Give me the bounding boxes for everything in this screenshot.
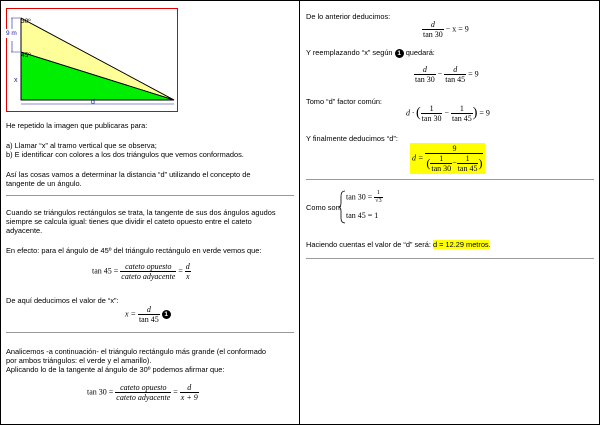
right-paragraph-1: De lo anterior deducimos:: [306, 12, 391, 21]
left-paragraph-1: He repetido la imagen que publicaras para:: [6, 121, 148, 130]
left-paragraph-5: En efecto: para el ángulo de 45º del triángulo rectángulo en verde vemos que:: [6, 246, 262, 255]
left-paragraph-7b: por ambos triángulos: el verde y el amarillo).: [6, 356, 152, 365]
system-line-2: tan 45 = 1: [346, 211, 379, 220]
left-separator-2: [6, 332, 294, 333]
system-brace: [338, 190, 346, 224]
left-paragraph-4c: adyacente.: [6, 226, 43, 235]
left-paragraph-3b: tangente de un ángulo.: [6, 179, 82, 188]
right-paragraph-3: Tomo “d” factor común:: [306, 97, 382, 106]
reference-badge-1b: 1: [395, 49, 404, 58]
left-paragraph-4a: Cuando se triángulos rectángulos se trata, la tangente de sus dos ángulos agudos: [6, 208, 276, 217]
d-label: d: [91, 99, 95, 106]
equation-r3: d · ( $\frac{1}{\tan 30}$ − $\frac{1}{\tan 45}$ ) = 9: [406, 104, 490, 123]
left-paragraph-4b: siempre se calcula igual: tienes que dividir el cateto opuesto entre el cateto: [6, 217, 252, 226]
right-paragraph-2: Y reemplazando “x” según 1 quedará:: [306, 48, 435, 57]
left-paragraph-6: De aquí deducimos el valor de “x”:: [6, 296, 119, 305]
equation-x: x = $\frac{d}{\tan 45}$ 1: [125, 305, 171, 324]
left-separator-1: [6, 195, 294, 196]
right-separator-2: [306, 258, 594, 259]
equation-r1: $\frac{d}{\tan 30}$ − x = 9: [423, 20, 469, 39]
system-line-1: tan 30 = $\frac{1}{√3}$: [346, 190, 382, 204]
left-paragraph-7c: Aplicando lo de la tangente al ángulo de 30º podemos afirmar que:: [6, 365, 225, 374]
final-result-highlight: d = 12.29 metros: [432, 240, 489, 249]
angle-30-label: 30º: [21, 18, 31, 25]
nine-m-label: 9 m: [6, 30, 17, 37]
left-paragraph-2a: a) Llamar “x” al tramo vertical que se observa;: [6, 141, 157, 150]
reference-badge-1: 1: [162, 310, 171, 319]
angle-45-label: 45º: [21, 52, 31, 59]
equation-r2: $\frac{d}{\tan 30}$ − $\frac{d}{\tan 45}$ = 9: [415, 65, 479, 84]
triangle-figure: [6, 8, 178, 112]
right-paragraph-6: Haciendo cuentas el valor de “d” será: d = 12.29 metros.: [306, 240, 491, 249]
column-divider: [299, 0, 300, 425]
right-paragraph-4: Y finalmente deducimos “d”:: [306, 134, 398, 143]
left-paragraph-2b: b) E identificar con colores a los dos triángulos que vemos conformados.: [6, 150, 244, 159]
equation-tan45: tan 45 = $\frac{\text{cateto opuesto}}{\text{cateto adyacente}}$ = $\frac{d}{x}$: [92, 262, 190, 281]
equation-tan30: tan 30 = $\frac{\text{cateto opuesto}}{\text{cateto adyacente}}$ = $\frac{d}{x + 9}$: [87, 383, 198, 402]
left-paragraph-7a: Analicemos -a continuación- el triángulo rectángulo más grande (el conformado: [6, 347, 267, 356]
left-paragraph-3a: Así las cosas vamos a determinar la distancia “d” utilizando el concepto de: [6, 170, 251, 179]
equation-r4-highlighted: d = 9 ( $\frac{1}{\tan 30}$ − $\frac{1}{\tan 45}$ ): [410, 143, 485, 174]
right-separator-1: [306, 179, 594, 180]
x-label: x: [14, 77, 18, 84]
right-paragraph-5: Como son:: [306, 203, 342, 212]
